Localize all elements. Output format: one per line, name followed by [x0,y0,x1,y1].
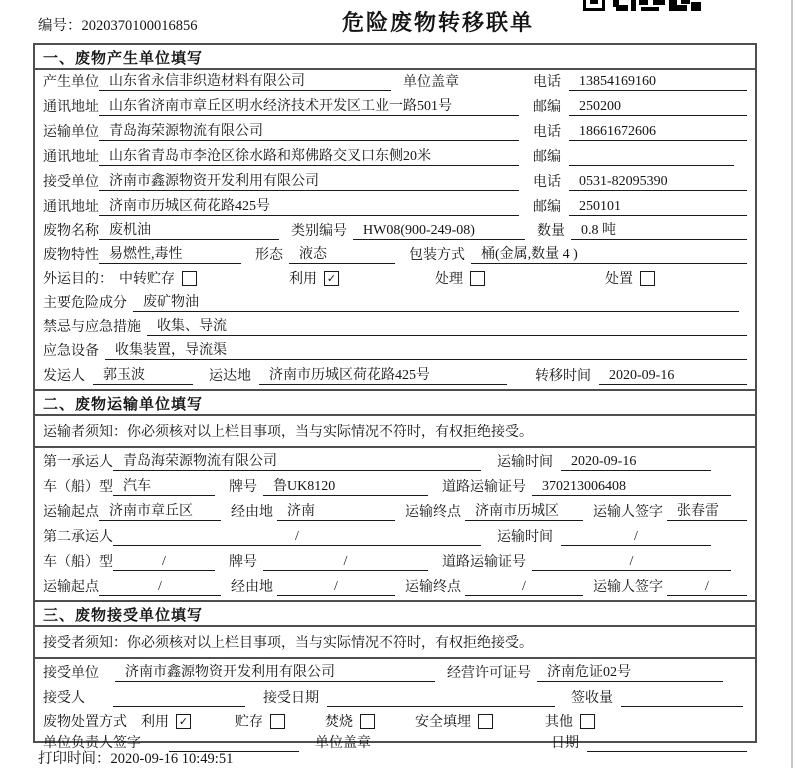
producer-row [35,70,755,95]
checkbox-disposal-other [580,714,595,729]
origin1-value: 济南市章丘区 [99,500,221,521]
waste-traits-row [35,244,755,268]
first-carrier-value: 青岛海荣源物流有限公司 [113,450,481,471]
vehicle-type1-label: 车（船）型 [43,480,113,495]
disposal-method-label: 废物处置方式 [43,715,127,730]
transporter-address-label: 通讯地址 [43,150,99,165]
hazard-component-value: 废矿物油 [133,291,739,312]
origin1-label: 运输起点 [43,505,99,520]
transport-time2-label: 运输时间 [497,530,553,545]
waste-form-label: 形态 [255,248,283,263]
checkbox-utilize: ✓ [324,271,339,286]
producer-address-row [35,95,755,120]
receiver-address-label: 通讯地址 [43,200,99,215]
waste-traits-label: 废物特性 [43,248,99,263]
first-carrier-label: 第一承运人 [43,455,113,470]
option-disposal-landfill-label: 安全填埋 [415,715,471,730]
license-label: 经营许可证号 [447,666,531,681]
end1-value: 济南市历城区 [465,500,583,521]
option-disposal-incinerate-label: 焚烧 [325,715,353,730]
print-timestamp-value: 2020-09-16 10:49:51 [110,751,234,767]
end1-label: 运输终点 [405,505,461,520]
date-value [587,735,747,752]
transport-time2-value: / [561,529,711,546]
accept-date-label: 接受日期 [263,691,319,706]
producer-zip-label: 邮编 [533,100,561,115]
option-dispose-label: 处置 [605,272,633,287]
producer-phone-value: 13854169160 [569,74,747,91]
producer-zip-value: 250200 [569,99,747,116]
waste-name-value: 废机油 [99,219,279,240]
road-permit1-label: 道路运输证号 [442,480,526,495]
transfer-time-value: 2020-09-16 [599,368,747,385]
waste-code-value: HW08(900-249-08) [353,223,525,240]
plate1-label: 牌号 [229,480,257,495]
origin2-label: 运输起点 [43,580,99,595]
taboo-measures-row [35,316,755,340]
vehicle-type1-value: 汽车 [113,475,215,496]
transporter-phone-value: 18661672606 [569,124,747,141]
transport-time1-value: 2020-09-16 [561,454,711,471]
waste-name-row [35,220,755,244]
second-carrier-value: / [113,529,481,546]
waste-name-label: 废物名称 [43,224,99,239]
plate2-value: / [263,554,428,571]
print-timestamp-label: 打印时间： [38,751,111,767]
accept-date-value [327,690,555,707]
road-permit2-value: / [532,554,731,571]
accept-unit-row [35,659,755,686]
producer-label: 产生单位 [43,75,99,90]
via2-label: 经由地 [231,580,273,595]
form-title: 危险废物转移联单 [341,10,534,35]
section-3-header: 三、废物接受单位填写 [35,600,755,627]
waste-qty-label: 数量 [537,224,565,239]
destination-value: 济南市历城区荷花路425号 [259,364,507,385]
transporter-zip-label: 邮编 [533,150,561,165]
transfer-purpose-label: 外运目的： [43,272,113,287]
transporter-address-row [35,145,755,170]
print-timestamp [38,747,233,768]
carrier-sign2-value: / [667,579,747,596]
transporter-notice: 运输者须知：你必须核对以上栏目事项，当与实际情况不符时，有权拒绝接受。 [35,416,755,448]
qr-code-fragment-icon [583,0,703,17]
serial-value: 2020370100016856 [81,18,198,34]
carrier-sign1-value: 张春雷 [667,500,747,521]
emergency-equipment-value: 收集装置，导流渠 [105,339,747,360]
packing-value: 桶(金属,数量 4 ) [471,243,747,264]
via2-value: / [277,579,395,596]
via1-label: 经由地 [231,505,273,520]
hazard-component-row [35,292,755,316]
accept-unit-value: 济南市鑫源物资开发利用有限公司 [115,661,435,682]
taboo-measures-value: 收集、导流 [147,315,747,336]
responsible-sign-label: 单位负责人签字 [43,736,141,751]
option-dispose [605,268,655,288]
transfer-purpose-row [35,268,755,292]
signed-amount-label: 签收量 [571,691,613,706]
second-carrier-label: 第二承运人 [43,530,113,545]
option-disposal-incinerate [325,711,375,731]
section-1-header: 一、废物产生单位填写 [35,45,755,70]
unit-seal-label: 单位盖章 [403,75,459,90]
receiver-notice: 接受者须知：你必须核对以上栏目事项，当与实际情况不符时，有权拒绝接受。 [35,627,755,659]
plate1-value: 鲁UK8120 [263,475,428,496]
unit-seal-label-2: 单位盖章 [315,736,371,751]
date-label: 日期 [551,736,579,751]
receiver-phone-value: 0531-82095390 [569,174,747,191]
destination-label: 运达地 [209,369,251,384]
option-treat [435,268,485,288]
shipper-label: 发运人 [43,369,85,384]
shipper-value: 郭玉波 [93,364,193,385]
checkbox-disposal-incinerate [360,714,375,729]
option-disposal-landfill [415,711,493,731]
accept-person-label: 接受人 [43,691,85,706]
accept-unit-label: 接受单位 [43,666,99,681]
option-disposal-other [545,711,595,731]
receiver-zip-value: 250101 [569,199,747,216]
origin2-value: / [99,579,221,596]
option-treat-label: 处理 [435,272,463,287]
checkbox-dispose [640,271,655,286]
option-transfer-storage [119,268,197,288]
taboo-measures-label: 禁忌与应急措施 [43,320,141,335]
vehicle1-row [35,475,755,500]
emergency-equipment-row [35,340,755,364]
receiver-zip-label: 邮编 [533,200,561,215]
option-disposal-store-label: 贮存 [235,715,263,730]
producer-phone-label: 电话 [533,75,561,90]
producer-value: 山东省永信非织造材料有限公司 [99,70,391,91]
serial-label: 编号： [38,18,82,34]
vehicle-type2-value: / [113,554,215,571]
via1-value: 济南 [277,500,395,521]
route2-row [35,575,755,600]
road-permit1-value: 370213006408 [532,479,731,496]
signed-amount-value [621,690,743,707]
vehicle-type2-label: 车（船）型 [43,555,113,570]
producer-address-label: 通讯地址 [43,100,99,115]
waste-qty-value: 0.8 吨 [571,219,747,240]
transporter-label: 运输单位 [43,125,99,140]
emergency-equipment-label: 应急设备 [43,344,99,359]
page-right-edge [791,0,793,768]
transporter-address-value: 山东省青岛市李沧区徐水路和郑佛路交叉口东侧20米 [99,145,519,166]
receiver-address-value: 济南市历城区荷花路425号 [99,195,519,216]
road-permit2-label: 道路运输证号 [442,555,526,570]
waste-code-label: 类别编号 [291,224,347,239]
waste-form-value: 液态 [289,243,395,264]
waste-traits-value: 易燃性,毒性 [99,243,241,264]
accept-person-row [35,686,755,711]
first-carrier-row [35,448,755,475]
checkbox-transfer-storage [182,271,197,286]
license-value: 济南危证02号 [537,661,723,682]
option-transfer-storage-label: 中转贮存 [119,272,175,287]
accept-person-value [113,690,245,707]
route1-row [35,500,755,525]
disposal-method-row [35,711,755,735]
checkbox-treat [470,271,485,286]
receiver-row [35,170,755,195]
carrier-sign2-label: 运输人签字 [593,580,663,595]
option-disposal-utilize [141,711,191,731]
hazard-component-label: 主要危险成分 [43,296,127,311]
receiver-phone-label: 电话 [533,175,561,190]
receiver-address-row [35,195,755,220]
transport-time1-label: 运输时间 [497,455,553,470]
producer-address-value: 山东省济南市章丘区明水经济技术开发区工业一路501号 [99,95,519,116]
transfer-time-label: 转移时间 [535,369,591,384]
transporter-zip-value [569,149,734,166]
section-2-header: 二、废物运输单位填写 [35,389,755,416]
receiver-label: 接受单位 [43,175,99,190]
end2-label: 运输终点 [405,580,461,595]
second-carrier-row [35,525,755,550]
plate2-label: 牌号 [229,555,257,570]
checkbox-disposal-store [270,714,285,729]
option-disposal-store [235,711,285,731]
option-utilize [289,268,339,288]
option-utilize-label: 利用 [289,272,317,287]
transporter-phone-label: 电话 [533,125,561,140]
vehicle2-row [35,550,755,575]
manifest-form-box [33,43,757,751]
option-disposal-utilize-label: 利用 [141,715,169,730]
packing-label: 包装方式 [409,248,465,263]
transporter-row [35,120,755,145]
dispatch-row [35,364,755,389]
transporter-value: 青岛海荣源物流有限公司 [99,120,519,141]
option-disposal-other-label: 其他 [545,715,573,730]
checkbox-disposal-landfill [478,714,493,729]
checkbox-disposal-utilize: ✓ [176,714,191,729]
carrier-sign1-label: 运输人签字 [593,505,663,520]
receiver-value: 济南市鑫源物资开发利用有限公司 [99,170,519,191]
end2-value: / [465,579,583,596]
